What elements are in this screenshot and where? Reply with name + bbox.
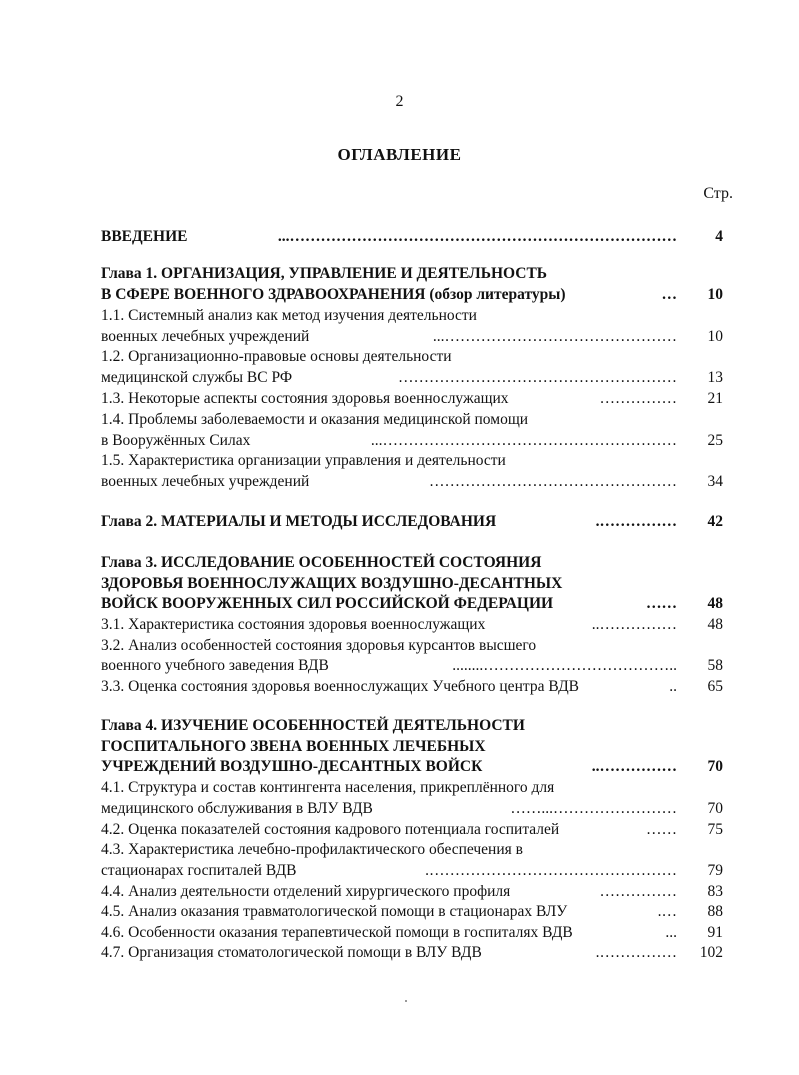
toc-line [101,285,737,305]
toc-line [101,227,737,247]
toc-entry-text: стационарах госпиталей ВДВ [101,861,301,881]
toc-line [101,389,737,409]
toc-page-number: 58 [707,657,723,674]
toc-leader-dots: …………………………………………………... [370,432,677,449]
toc-line [101,553,737,573]
toc-leader-dots: …………………………………………………………………... [277,228,677,245]
toc-entry-text: Глава 2. МАТЕРИАЛЫ И МЕТОДЫ ИССЛЕДОВАНИЯ [101,512,500,532]
toc-entry-text: 1.2. Организационно-правовые основы деятельности [101,348,452,365]
toc-line [101,615,737,635]
toc-page-number: 25 [707,432,723,449]
toc-entry-text: ВОЙСК ВООРУЖЕННЫХ СИЛ РОССИЙСКОЙ ФЕДЕРАЦИИ [101,594,557,614]
toc-leader-dots: …… [646,595,677,612]
toc-page-number: 42 [707,513,723,530]
toc-entry-text: Глава 1. ОРГАНИЗАЦИЯ, УПРАВЛЕНИЕ И ДЕЯТЕЛЬНОСТЬ [101,265,548,282]
toc-page-number: 10 [707,286,723,303]
toc-leader-dots: ……………. [595,944,677,961]
toc-line [101,368,737,388]
toc-line [101,472,737,492]
toc-entry-text: 4.7. Организация стоматологической помощи в ВЛУ ВДВ [101,943,486,963]
toc-line [101,861,737,881]
toc-entry-text: военных лечебных учреждений [101,472,313,492]
toc-leader-dots: ……………. [595,513,677,530]
toc-entry-text: 4.6. Особенности оказания терапевтической помощи в госпиталях ВДВ [101,923,577,943]
toc-line [101,799,737,819]
toc-leader-dots: …………… [599,390,677,407]
toc-page-number: 65 [707,678,723,695]
toc-page-number: 102 [699,944,723,961]
toc-leader-dots: …………….. [591,616,677,633]
toc-page-number: 13 [707,369,723,386]
toc-entry-text: 3.2. Анализ особенностей состояния здоровья курсантов высшего [101,637,537,654]
toc-entry-text: в Вооружённых Силах [101,431,254,451]
scan-speck [405,1000,407,1002]
toc-line [101,636,737,656]
toc-line [101,264,737,284]
toc-entry-text: ЗДОРОВЬЯ ВОЕННОСЛУЖАЩИХ ВОЗДУШНО-ДЕСАНТНЫХ [101,575,563,592]
toc-entry-text: В СФЕРЕ ВОЕННОГО ЗДРАВООХРАНЕНИЯ (обзор литературы) [101,285,570,305]
toc-page-number: 91 [707,924,723,941]
toc-line [101,594,737,614]
toc-line [101,347,737,367]
toc-line [101,716,737,736]
toc-line [101,778,737,798]
toc-line [101,902,737,922]
toc-entry-text: 4.5. Анализ оказания травматологической помощи в стационарах ВЛУ [101,902,571,922]
toc-page-number: 75 [707,821,723,838]
toc-entry-text: 3.1. Характеристика состояния здоровья военнослужащих [101,615,489,635]
toc-line [101,677,737,697]
toc-page-number: 88 [707,903,723,920]
page-title: ОГЛАВЛЕНИЕ [337,145,462,164]
toc-leader-dots: .. [669,678,677,695]
toc-line [101,923,737,943]
toc-entry-text: 4.4. Анализ деятельности отделений хирургического профиля [101,882,514,902]
toc-leader-dots: ………………………………………… [429,473,677,490]
toc-leader-dots: … [661,286,677,303]
toc-page-number: 83 [707,883,723,900]
toc-leader-dots: ……………………………………………… [398,369,677,386]
toc-leader-dots: …………… [599,883,677,900]
toc-line [101,512,737,532]
toc-entry-text: 1.5. Характеристика организации управления и деятельности [101,452,506,469]
toc-entry-text: 3.3. Оценка состояния здоровья военнослужащих Учебного центра ВДВ [101,677,583,697]
toc-page-number: 48 [707,595,723,612]
toc-entry-text: военного учебного заведения ВДВ [101,656,333,676]
toc-entry-text: Глава 4. ИЗУЧЕНИЕ ОСОБЕННОСТЕЙ ДЕЯТЕЛЬНОСТИ [101,717,525,734]
toc-leader-dots: …. [657,903,677,920]
toc-line [101,840,737,860]
toc-page-number: 70 [707,800,723,817]
toc-page-number: 21 [707,390,723,407]
toc-page-number: 48 [707,616,723,633]
toc-line [101,737,737,757]
toc-line [101,306,737,326]
page-number: 2 [395,93,404,110]
toc-entry-text: 4.3. Характеристика лечебно-профилактического обеспечения в [101,841,523,858]
toc-leader-dots: ………………………………………... [432,328,677,345]
toc-line [101,451,737,471]
toc-leader-dots: …… [646,821,677,838]
toc-line [101,656,737,676]
toc-line [101,757,737,777]
toc-entry-text: медицинского обслуживания в ВЛУ ВДВ [101,799,377,819]
toc-line [101,410,737,430]
toc-page-number: 4 [715,228,723,245]
toc-entry-text: 4.2. Оценка показателей состояния кадрового потенциала госпиталей [101,820,563,840]
toc-leader-dots: …………….. [591,758,677,775]
toc-leader-dots: ... [665,924,677,941]
toc-page-number: 10 [707,328,723,345]
toc-leader-dots: …………………………………………. [425,862,677,879]
page-column-header: Стр. [703,185,733,202]
toc-entry-text: 1.3. Некоторые аспекты состояния здоровья военнослужащих [101,389,513,409]
toc-line [101,327,737,347]
toc-line [101,820,737,840]
toc-entry-text: медицинской службы ВС РФ [101,368,296,388]
toc-page-number: 79 [707,862,723,879]
toc-leader-dots: ……………………...…… [510,800,677,817]
toc-entry-text: ГОСПИТАЛЬНОГО ЗВЕНА ВОЕННЫХ ЛЕЧЕБНЫХ [101,738,486,755]
toc-page-number: 70 [707,758,723,775]
toc-entry-text: ВВЕДЕНИЕ [101,227,191,247]
toc-entry-text: 1.4. Проблемы заболеваемости и оказания медицинской помощи [101,411,529,428]
toc-entry-text: военных лечебных учреждений [101,327,313,347]
toc-line [101,431,737,451]
toc-line [101,882,737,902]
toc-entry-text: 1.1. Системный анализ как метод изучения деятельности [101,307,477,324]
toc-page-number: 34 [707,473,723,490]
toc-entry-text: Глава 3. ИССЛЕДОВАНИЕ ОСОБЕННОСТЕЙ СОСТОЯНИЯ [101,554,542,571]
toc-leader-dots: ..………………………………........ [452,657,677,674]
toc-entry-text: 4.1. Структура и состав контингента населения, прикреплённого для [101,779,555,796]
toc-entry-text: УЧРЕЖДЕНИЙ ВОЗДУШНО-ДЕСАНТНЫХ ВОЙСК [101,757,486,777]
toc-line [101,943,737,963]
toc-line [101,574,737,594]
